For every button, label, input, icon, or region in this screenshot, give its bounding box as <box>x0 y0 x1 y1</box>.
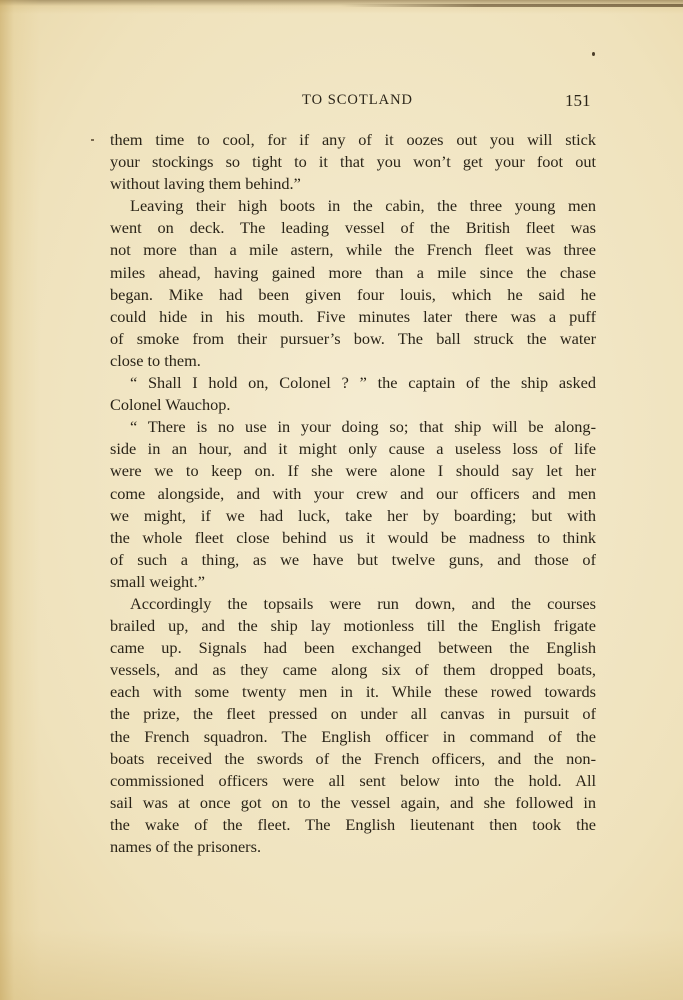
text-line: were we to keep on. If she were alone I should say let her <box>110 461 596 481</box>
text-line: could hide in his mouth. Five minutes later there was a puff <box>110 306 596 326</box>
chapter-title: TO SCOTLAND <box>302 92 414 108</box>
text-line: Colonel Wauchop. <box>110 395 231 415</box>
text-line: of smoke from their pursuer’s bow. The ball struck the water <box>110 328 596 348</box>
text-line: of such a thing, as we have but twelve guns, and those of <box>110 549 596 569</box>
page-edge-shadow <box>340 4 683 7</box>
text-line: without laving them behind.” <box>110 174 301 194</box>
text-line: Accordingly the topsails were run down, and the courses <box>130 593 596 613</box>
text-line: your stockings so tight to it that you won’t get your foot out <box>110 152 596 172</box>
text-line: Leaving their high boots in the cabin, the three young men <box>130 196 596 216</box>
text-line: side in an hour, and it might only cause a useless loss of life <box>110 439 596 459</box>
text-line: boats received the swords of the French officers, and the non- <box>110 748 596 768</box>
text-line: vessels, and as they came along six of them dropped boats, <box>110 660 596 680</box>
text-line: miles ahead, having gained more than a mile since the chase <box>110 262 596 282</box>
text-line: brailed up, and the ship lay motionless till the English frigate <box>110 616 596 636</box>
text-line: names of the prisoners. <box>110 837 262 856</box>
running-head <box>0 92 683 116</box>
text-line: small weight.” <box>110 571 205 591</box>
text-line: close to them. <box>110 350 201 370</box>
text-line: we might, if we had luck, take her by boarding; but with <box>110 505 596 525</box>
text-line: the wake of the fleet. The English lieutenant then took the <box>110 814 596 834</box>
text-line: come alongside, and with your crew and our officers and men <box>110 483 596 503</box>
text-line: began. Mike had been given four louis, which he said he <box>110 284 596 304</box>
page-number: 151 <box>565 91 591 110</box>
text-line: the French squadron. The English officer in command of the <box>110 726 596 746</box>
text-line: “ There is no use in your doing so; that ship will be along- <box>130 417 596 437</box>
text-line: came up. Signals had been exchanged between the English <box>110 638 596 658</box>
text-line: them time to cool, for if any of it oozes out you will stick <box>110 130 596 149</box>
text-line: sail was at once got on to the vessel again, and she followed in <box>110 792 596 812</box>
body-text <box>110 129 596 858</box>
text-line: the prize, the fleet pressed on under all canvas in pursuit of <box>110 704 596 724</box>
text-line: each with some twenty men in it. While these rowed towards <box>110 682 596 702</box>
text-line: “ Shall I hold on, Colonel ? ” the captain of the ship asked <box>130 373 596 393</box>
ink-speck <box>592 52 595 56</box>
margin-mark <box>91 139 94 141</box>
text-line: not more than a mile astern, while the French fleet was three <box>110 240 596 260</box>
text-line: the whole fleet close behind us it would be madness to think <box>110 527 596 547</box>
text-line: commissioned officers were all sent below into the hold. All <box>110 770 596 790</box>
text-line: went on deck. The leading vessel of the British fleet was <box>110 218 596 238</box>
